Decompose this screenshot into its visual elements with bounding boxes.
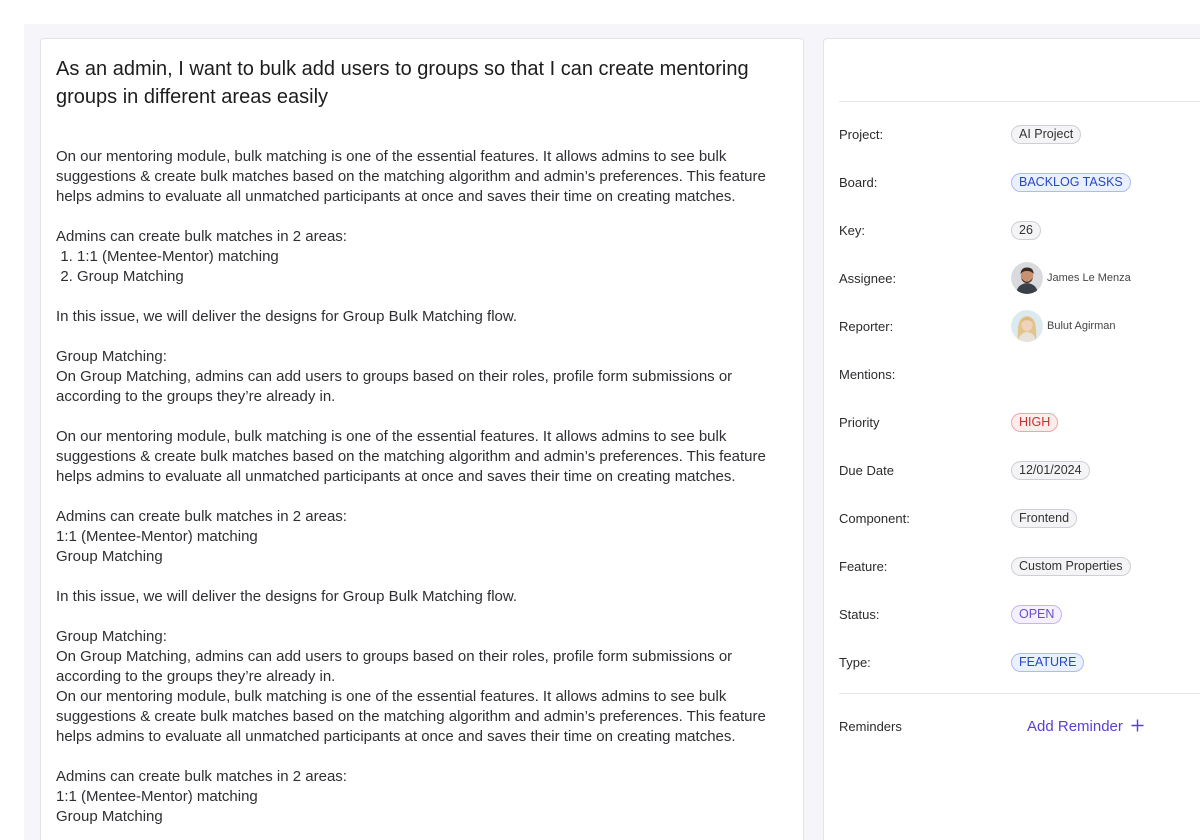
status-pill[interactable]: OPEN <box>1011 605 1062 624</box>
type-pill[interactable]: FEATURE <box>1011 653 1084 672</box>
description-paragraph: Admins can create bulk matches in 2 areas: <box>56 508 347 525</box>
description-paragraph: 1:1 (Mentee-Mentor) matching <box>56 788 258 805</box>
feature-pill[interactable]: Custom Properties <box>1011 557 1131 576</box>
description-paragraph: Group Matching <box>56 548 163 565</box>
description-paragraph: In this issue, we will deliver the designs for Group Bulk Matching flow. <box>56 308 518 325</box>
add-reminder-label: Add Reminder <box>1027 717 1123 735</box>
component-pill[interactable]: Frontend <box>1011 509 1077 528</box>
reminders-row <box>839 710 1200 742</box>
issue-details-panel <box>823 38 1200 840</box>
key-pill: 26 <box>1011 221 1041 240</box>
field-label: Status: <box>839 606 880 622</box>
field-label: Key: <box>839 222 866 238</box>
description-block <box>56 627 786 687</box>
description-paragraph: On Group Matching, admins can add users to groups based on their roles, profile form submissions or according to the groups they’re already in. <box>56 648 733 685</box>
reminders-divider <box>839 693 1200 694</box>
description-paragraph: 1:1 (Mentee-Mentor) matching <box>56 528 258 545</box>
field-reporter <box>839 310 1200 342</box>
field-due-date <box>839 454 1200 486</box>
avatar <box>1011 262 1043 294</box>
field-label: Component: <box>839 510 910 526</box>
list-item: 2. Group Matching <box>77 267 786 287</box>
field-label: Due Date <box>839 462 894 478</box>
add-reminder-button[interactable] <box>1027 716 1144 736</box>
assignee-user[interactable] <box>1011 262 1131 294</box>
description-paragraph: On our mentoring module, bulk matching is one of the essential features. It allows admins to see bulk suggestions & create bulk matches based on the matching algorithm and admin’s preferences. This feature helps admins to evaluate all unmatched participants at once and saves their time on creating matches. <box>56 688 766 745</box>
field-mentions <box>839 358 1200 390</box>
issue-description[interactable] <box>56 147 786 827</box>
field-feature <box>839 550 1200 582</box>
field-label: Type: <box>839 654 871 670</box>
field-component <box>839 502 1200 534</box>
field-label: Board: <box>839 174 878 190</box>
board-pill[interactable]: BACKLOG TASKS <box>1011 173 1131 192</box>
description-block <box>56 767 786 827</box>
reminders-label: Reminders <box>839 718 902 734</box>
project-pill[interactable]: AI Project <box>1011 125 1081 144</box>
due-date-pill[interactable]: 12/01/2024 <box>1011 461 1090 480</box>
description-block <box>56 347 786 407</box>
description-paragraph: On our mentoring module, bulk matching is one of the essential features. It allows admins to see bulk suggestions & create bulk matches based on the matching algorithm and admin’s preferences. This feature helps admins to evaluate all unmatched participants at once and saves their time on creating matches. <box>56 148 766 205</box>
field-status <box>839 598 1200 630</box>
description-paragraph: Admins can create bulk matches in 2 areas: <box>56 228 347 245</box>
avatar <box>1011 310 1043 342</box>
issue-title[interactable]: As an admin, I want to bulk add users to groups so that I can create mentoring groups in different areas easily <box>56 58 749 108</box>
field-label: Priority <box>839 414 880 430</box>
description-paragraph: On Group Matching, admins can add users to groups based on their roles, profile form submissions or according to the groups they’re already in. <box>56 368 733 405</box>
field-label: Reporter: <box>839 318 894 334</box>
field-type <box>839 646 1200 678</box>
field-label: Feature: <box>839 558 888 574</box>
description-heading: Group Matching: <box>56 348 167 365</box>
field-label: Project: <box>839 126 884 142</box>
description-paragraph: Group Matching <box>56 808 163 825</box>
description-list-block <box>56 227 786 287</box>
field-assignee <box>839 262 1200 294</box>
reporter-name: Bulut Agirman <box>1047 320 1116 332</box>
top-bar <box>0 0 1200 24</box>
plus-icon <box>1131 716 1144 736</box>
details-divider <box>839 101 1200 102</box>
list-item: 1. 1:1 (Mentee-Mentor) matching <box>77 247 786 267</box>
reporter-user[interactable] <box>1011 310 1115 342</box>
description-paragraph: In this issue, we will deliver the designs for Group Bulk Matching flow. <box>56 588 518 605</box>
ordered-list <box>77 247 786 287</box>
field-label: Mentions: <box>839 366 896 382</box>
description-heading: Group Matching: <box>56 628 167 645</box>
field-key <box>839 214 1200 246</box>
issue-description-panel <box>40 38 804 840</box>
field-project <box>839 118 1200 150</box>
description-paragraph: Admins can create bulk matches in 2 areas: <box>56 768 347 785</box>
field-label: Assignee: <box>839 270 897 286</box>
field-priority <box>839 406 1200 438</box>
description-block <box>56 507 786 567</box>
assignee-name: James Le Menza <box>1047 272 1131 284</box>
left-strip <box>0 0 24 840</box>
field-board <box>839 166 1200 198</box>
priority-pill[interactable]: HIGH <box>1011 413 1058 432</box>
description-paragraph: On our mentoring module, bulk matching is one of the essential features. It allows admins to see bulk suggestions & create bulk matches based on the matching algorithm and admin’s preferences. This feature helps admins to evaluate all unmatched participants at once and saves their time on creating matches. <box>56 428 766 485</box>
